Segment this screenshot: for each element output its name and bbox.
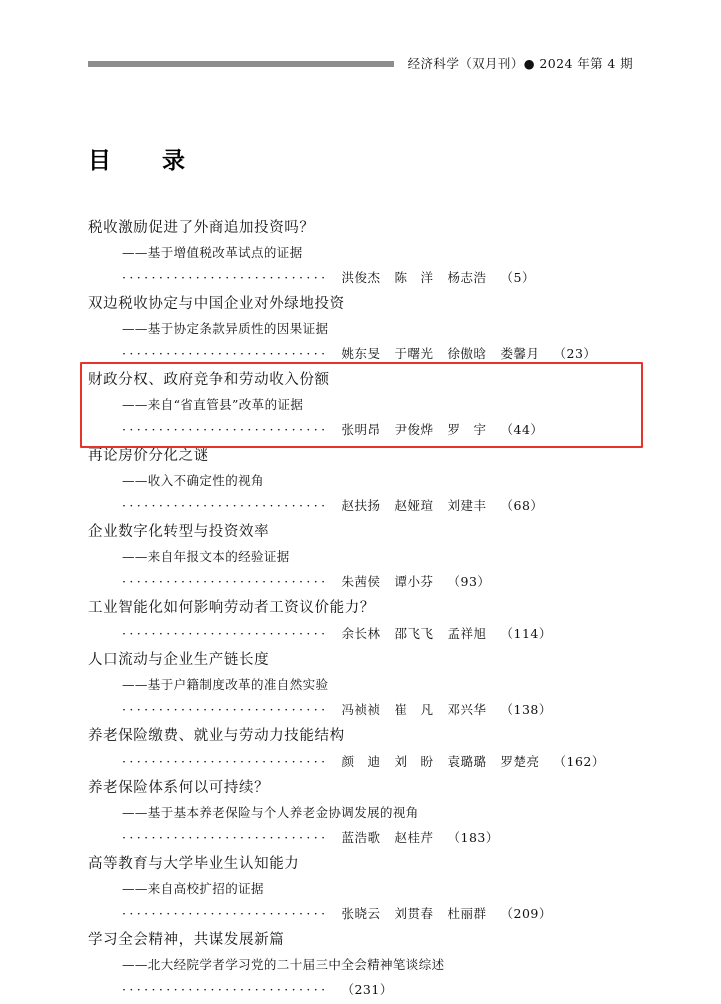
toc-entry-author: 张晓云 [341, 906, 381, 921]
leader-dots: ···························· [122, 906, 329, 921]
toc-entry-page-number: （68） [500, 498, 544, 513]
toc-entry-author: 赵桂芹 [394, 830, 434, 845]
toc-entry-authors-line [88, 697, 661, 722]
leader-dots: ···························· [122, 574, 329, 589]
toc-entry[interactable] [88, 596, 661, 646]
toc-entry-author: 娄馨月 [500, 346, 540, 361]
toc-entry-author: 孟祥旭 [447, 626, 487, 641]
toc-entry[interactable] [88, 520, 661, 594]
toc-entry-page-number: （93） [447, 574, 491, 589]
toc-entry-author: 洪俊杰 [341, 270, 381, 285]
toc-entry-page-number: （138） [500, 702, 552, 717]
toc-entry-page-number: （209） [500, 906, 552, 921]
toc-entry-author: 杨志浩 [447, 270, 487, 285]
toc-entry-title: 养老保险体系何以可持续？ [88, 780, 270, 796]
toc-entry-author: 冯祯祯 [341, 702, 381, 717]
toc-entry-title: 高等教育与大学毕业生认知能力 [88, 856, 300, 872]
toc-entry-author: 刘建丰 [447, 498, 487, 513]
toc-entry-author: 尹俊烨 [394, 422, 434, 437]
toc-entry-author: 颜 迪 [341, 754, 381, 769]
leader-dots: ···························· [122, 982, 329, 997]
toc-entry-page-number: （23） [553, 346, 597, 361]
toc-entry-authors-line [88, 265, 661, 290]
toc-entry-title: 工业智能化如何影响劳动者工资议价能力？ [88, 600, 375, 616]
toc-entry-author: 崔 凡 [394, 702, 434, 717]
toc-entry-author: 陈 洋 [394, 270, 434, 285]
toc-entry[interactable] [88, 368, 661, 442]
toc-entry-authors-line [88, 621, 661, 646]
page-title: 目 录 [88, 147, 199, 174]
toc-entry-title: 人口流动与企业生产链长度 [88, 652, 270, 668]
toc-entry-authors-line [88, 901, 661, 926]
toc-entry-author: 赵扶扬 [341, 498, 381, 513]
toc-entry-author: 朱茜侯 [341, 574, 381, 589]
leader-dots: ···························· [122, 830, 329, 845]
leader-dots: ···························· [122, 754, 329, 769]
toc-entry[interactable] [88, 444, 661, 518]
toc-entry-title: 财政分权、政府竞争和劳动收入份额 [88, 372, 330, 388]
toc-entry-title: 税收激励促进了外商追加投资吗？ [88, 220, 315, 236]
toc-entry-title: 双边税收协定与中国企业对外绿地投资 [88, 296, 345, 312]
toc-entry-authors-line [88, 749, 661, 774]
toc-entry[interactable] [88, 776, 661, 850]
toc-entry-title: 学习全会精神，共谋发展新篇 [88, 932, 285, 948]
toc-entry-subtitle: ——收入不确定性的视角 [122, 473, 264, 488]
running-head [88, 52, 633, 74]
toc-entry-author: 袁璐璐 [447, 754, 487, 769]
leader-dots: ···························· [122, 346, 329, 361]
toc-entry-author: 杜丽群 [447, 906, 487, 921]
leader-dots: ···························· [122, 422, 329, 437]
toc-entry[interactable] [88, 292, 661, 366]
toc-entry-title: 养老保险缴费、就业与劳动力技能结构 [88, 728, 345, 744]
toc-entry-author: 罗 宇 [447, 422, 487, 437]
toc-entry-author: 余长林 [341, 626, 381, 641]
toc-entry-authors-line [88, 825, 661, 850]
toc-entry-page-number: （231） [341, 982, 393, 997]
leader-dots: ···························· [122, 702, 329, 717]
toc-entry-subtitle: ——来自“省直管县”改革的证据 [122, 397, 304, 412]
leader-dots: ···························· [122, 626, 329, 641]
toc-entry-author: 谭小芬 [394, 574, 434, 589]
toc-entry-authors-line [88, 569, 661, 594]
toc-entry-authors-line [88, 493, 661, 518]
toc-entry-page-number: （5） [500, 270, 535, 285]
toc-entry-author: 刘 盼 [394, 754, 434, 769]
toc-entry-page-number: （44） [500, 422, 544, 437]
toc-entry-subtitle: ——基于增值税改革试点的证据 [122, 245, 303, 260]
toc-entry-subtitle: ——北大经院学者学习党的二十届三中全会精神笔谈综述 [122, 957, 445, 972]
leader-dots: ···························· [122, 270, 329, 285]
toc-list [88, 216, 661, 1004]
toc-entry-author: 于曙光 [394, 346, 434, 361]
toc-entry[interactable] [88, 724, 661, 774]
toc-entry-author: 张明昂 [341, 422, 381, 437]
toc-entry-page-number: （162） [553, 754, 605, 769]
toc-entry-subtitle: ——基于基本养老保险与个人养老金协调发展的视角 [122, 805, 419, 820]
toc-entry[interactable] [88, 928, 661, 1002]
toc-entry-author: 罗楚亮 [500, 754, 540, 769]
running-head-text: 经济科学（双月刊）● 2024 年第 4 期 [407, 56, 633, 71]
toc-entry-subtitle: ——来自高校扩招的证据 [122, 881, 264, 896]
toc-entry-subtitle: ——基于户籍制度改革的准自然实验 [122, 677, 329, 692]
toc-entry-author: 邓兴华 [447, 702, 487, 717]
toc-entry-title: 再论房价分化之谜 [88, 448, 209, 464]
toc-entry-authors-line [88, 977, 661, 1002]
toc-entry[interactable] [88, 852, 661, 926]
header-rule [88, 61, 394, 67]
toc-entry-author: 姚东旻 [341, 346, 381, 361]
toc-entry-subtitle: ——基于协定条款异质性的因果证据 [122, 321, 329, 336]
toc-entry-page-number: （183） [447, 830, 499, 845]
toc-entry-authors-line [88, 417, 661, 442]
toc-entry-author: 徐傲晗 [447, 346, 487, 361]
toc-entry-author: 刘贯春 [394, 906, 434, 921]
toc-entry-title: 企业数字化转型与投资效率 [88, 524, 270, 540]
toc-entry-subtitle: ——来自年报文本的经验证据 [122, 549, 290, 564]
toc-entry[interactable] [88, 648, 661, 722]
toc-entry-author: 蓝浩歌 [341, 830, 381, 845]
toc-entry-author: 邵飞飞 [394, 626, 434, 641]
toc-entry-author: 赵娅瑄 [394, 498, 434, 513]
toc-entry-page-number: （114） [500, 626, 552, 641]
toc-entry-authors-line [88, 341, 661, 366]
toc-entry[interactable] [88, 216, 661, 290]
leader-dots: ···························· [122, 498, 329, 513]
